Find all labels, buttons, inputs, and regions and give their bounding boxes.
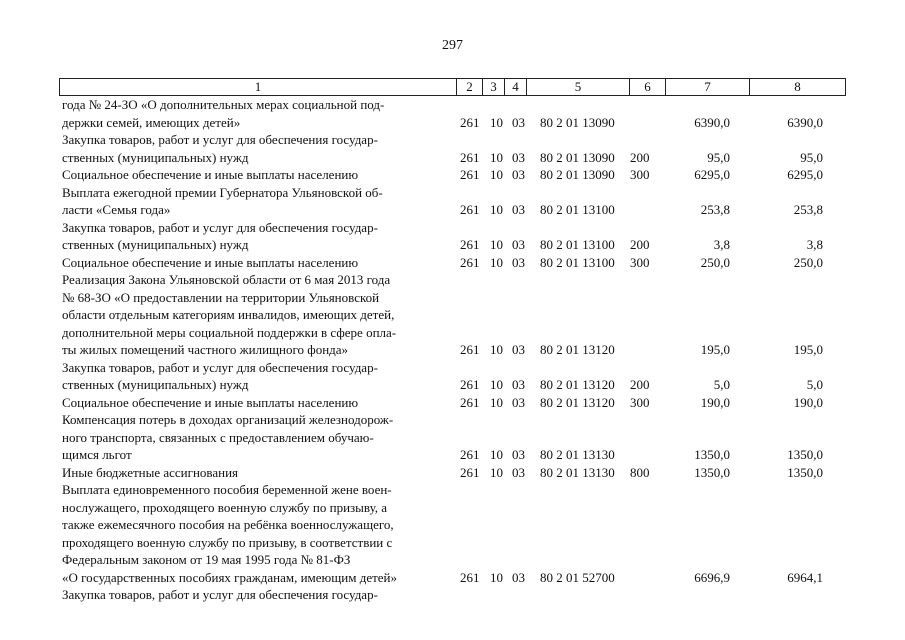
table-row <box>62 464 852 482</box>
cell-section-code: 10 <box>490 114 503 130</box>
cell-subsection-code: 03 <box>512 464 525 480</box>
row-name: Закупка товаров, работ и услуг для обеспечения государ- <box>62 587 378 602</box>
page-number: 297 <box>442 38 463 53</box>
cell-amount-col8: 1350,0 <box>787 447 823 462</box>
column-header-1: 1 <box>60 79 457 95</box>
cell-subsection-code: 03 <box>512 149 525 165</box>
cell-subsection-code: 03 <box>512 447 525 462</box>
table-row <box>62 184 852 219</box>
table-row <box>62 131 852 166</box>
table-row <box>62 219 852 254</box>
cell-amount-col7: 1350,0 <box>694 464 730 480</box>
budget-table-body <box>62 96 852 604</box>
cell-section-code: 10 <box>490 254 503 270</box>
column-header-8: 8 <box>794 79 801 94</box>
cell-subsection-code: 03 <box>512 167 525 182</box>
row-name: Иные бюджетные ассигнования <box>62 464 239 480</box>
cell-subsection-code: 03 <box>512 114 525 130</box>
cell-amount-col8: 95,0 <box>800 149 823 165</box>
cell-amount-col7: 6390,0 <box>694 114 730 130</box>
cell-subsection-code: 03 <box>512 254 525 270</box>
column-header-6: 6 <box>630 79 666 95</box>
cell-section-code: 10 <box>490 377 503 392</box>
cell-department-code: 261 <box>460 394 480 410</box>
table-row <box>62 481 852 586</box>
row-name: Выплата единовременного пособия беременной жене воен- нослужащего, проходящего военную службу по призыву, а также ежемесячного пособия на ребёнка военнослужащего, проходящего военную службу по призыву, в соответствии с Федеральным законом от 19 мая 1995 года № 81-ФЗ «О государственных пособиях гражданам, имеющим детей» <box>62 482 397 585</box>
cell-amount-col7: 250,0 <box>700 254 730 270</box>
cell-section-code: 10 <box>490 569 503 585</box>
table-row <box>62 96 852 131</box>
cell-amount-col7: 5,0 <box>713 377 730 392</box>
table-row <box>62 359 852 394</box>
cell-target-article: 80 2 01 52700 <box>540 569 615 585</box>
row-name: года № 24-ЗО «О дополнительных мерах социальной под- держки семей, имеющих детей» <box>62 97 385 130</box>
row-name: Закупка товаров, работ и услуг для обеспечения государ- ственных (муниципальных) нужд <box>62 219 378 252</box>
column-header-2: 2 <box>457 79 483 95</box>
cell-target-article: 80 2 01 13130 <box>540 464 615 480</box>
cell-amount-col8: 195,0 <box>793 342 823 357</box>
cell-amount-col8: 6964,1 <box>787 569 823 585</box>
cell-expense-type: 200 <box>630 377 650 392</box>
cell-subsection-code: 03 <box>512 342 525 357</box>
cell-department-code: 261 <box>460 254 480 270</box>
cell-amount-col8: 250,0 <box>793 254 823 270</box>
table-row <box>62 254 852 272</box>
cell-section-code: 10 <box>490 202 503 217</box>
table-row <box>62 586 852 604</box>
cell-subsection-code: 03 <box>512 202 525 217</box>
cell-department-code: 261 <box>460 202 480 217</box>
cell-subsection-code: 03 <box>512 377 525 392</box>
cell-amount-col8: 253,8 <box>793 202 823 217</box>
column-header-5: 5 <box>527 79 630 95</box>
cell-target-article: 80 2 01 13090 <box>540 149 615 165</box>
cell-amount-col8: 6390,0 <box>787 114 823 130</box>
cell-target-article: 80 2 01 13120 <box>540 342 615 357</box>
cell-amount-col7: 3,8 <box>713 237 730 252</box>
cell-amount-col7: 6696,9 <box>694 569 730 585</box>
row-name: Социальное обеспечение и иные выплаты населению <box>62 167 359 182</box>
cell-department-code: 261 <box>460 167 480 182</box>
table-row <box>62 411 852 464</box>
column-header-7: 7 <box>666 79 750 95</box>
cell-amount-col7: 195,0 <box>700 342 730 357</box>
cell-department-code: 261 <box>460 149 480 165</box>
cell-target-article: 80 2 01 13120 <box>540 377 615 392</box>
cell-amount-col8: 1350,0 <box>787 464 823 480</box>
cell-amount-col7: 95,0 <box>707 149 730 165</box>
cell-amount-col8: 6295,0 <box>787 167 823 182</box>
cell-amount-col7: 190,0 <box>700 394 730 410</box>
table-row <box>62 271 852 359</box>
column-header-4: 4 <box>505 79 527 95</box>
cell-amount-col8: 5,0 <box>806 377 823 392</box>
cell-department-code: 261 <box>460 114 480 130</box>
row-name: Социальное обеспечение и иные выплаты населению <box>62 394 359 410</box>
cell-expense-type: 200 <box>630 237 650 252</box>
cell-expense-type: 300 <box>630 394 650 410</box>
row-name: Закупка товаров, работ и услуг для обеспечения государ- ственных (муниципальных) нужд <box>62 359 378 392</box>
cell-target-article: 80 2 01 13100 <box>540 254 615 270</box>
cell-subsection-code: 03 <box>512 237 525 252</box>
cell-section-code: 10 <box>490 149 503 165</box>
cell-target-article: 80 2 01 13090 <box>540 114 615 130</box>
cell-target-article: 80 2 01 13100 <box>540 237 615 252</box>
cell-amount-col8: 3,8 <box>806 237 823 252</box>
cell-section-code: 10 <box>490 464 503 480</box>
cell-section-code: 10 <box>490 447 503 462</box>
cell-amount-col7: 1350,0 <box>694 447 730 462</box>
cell-section-code: 10 <box>490 237 503 252</box>
cell-amount-col8: 190,0 <box>793 394 823 410</box>
row-name: Закупка товаров, работ и услуг для обеспечения государ- ственных (муниципальных) нужд <box>62 132 378 165</box>
cell-target-article: 80 2 01 13100 <box>540 202 615 217</box>
cell-section-code: 10 <box>490 167 503 182</box>
cell-section-code: 10 <box>490 342 503 357</box>
cell-section-code: 10 <box>490 394 503 410</box>
cell-subsection-code: 03 <box>512 569 525 585</box>
row-name: Компенсация потерь в доходах организаций железнодорож- ного транспорта, связанных с предоставлением обучаю- щимся льгот <box>62 412 394 462</box>
cell-department-code: 261 <box>460 377 480 392</box>
table-header <box>59 78 846 96</box>
cell-department-code: 261 <box>460 569 480 585</box>
table-row <box>62 394 852 412</box>
cell-expense-type: 200 <box>630 149 650 165</box>
cell-expense-type: 300 <box>630 167 650 182</box>
cell-expense-type: 800 <box>630 464 650 480</box>
cell-department-code: 261 <box>460 464 480 480</box>
cell-target-article: 80 2 01 13130 <box>540 447 615 462</box>
row-name: Выплата ежегодной премии Губернатора Ульяновской об- ласти «Семья года» <box>62 184 383 217</box>
cell-amount-col7: 6295,0 <box>694 167 730 182</box>
table-row <box>62 166 852 184</box>
row-name: Реализация Закона Ульяновской области от 6 мая 2013 года № 68-ЗО «О предоставлении на территории Ульяновской области отдельным категориям инвалидов, имеющих детей, дополнительной меры социальной поддержки в сфере опла- ты жилых помещений частного жилищного фонда» <box>62 272 397 357</box>
cell-department-code: 261 <box>460 342 480 357</box>
row-name: Социальное обеспечение и иные выплаты населению <box>62 254 359 270</box>
cell-department-code: 261 <box>460 447 480 462</box>
column-header-3: 3 <box>483 79 505 95</box>
cell-target-article: 80 2 01 13120 <box>540 394 615 410</box>
cell-department-code: 261 <box>460 237 480 252</box>
cell-amount-col7: 253,8 <box>700 202 730 217</box>
cell-expense-type: 300 <box>630 254 650 270</box>
cell-target-article: 80 2 01 13090 <box>540 167 615 182</box>
cell-subsection-code: 03 <box>512 394 525 410</box>
